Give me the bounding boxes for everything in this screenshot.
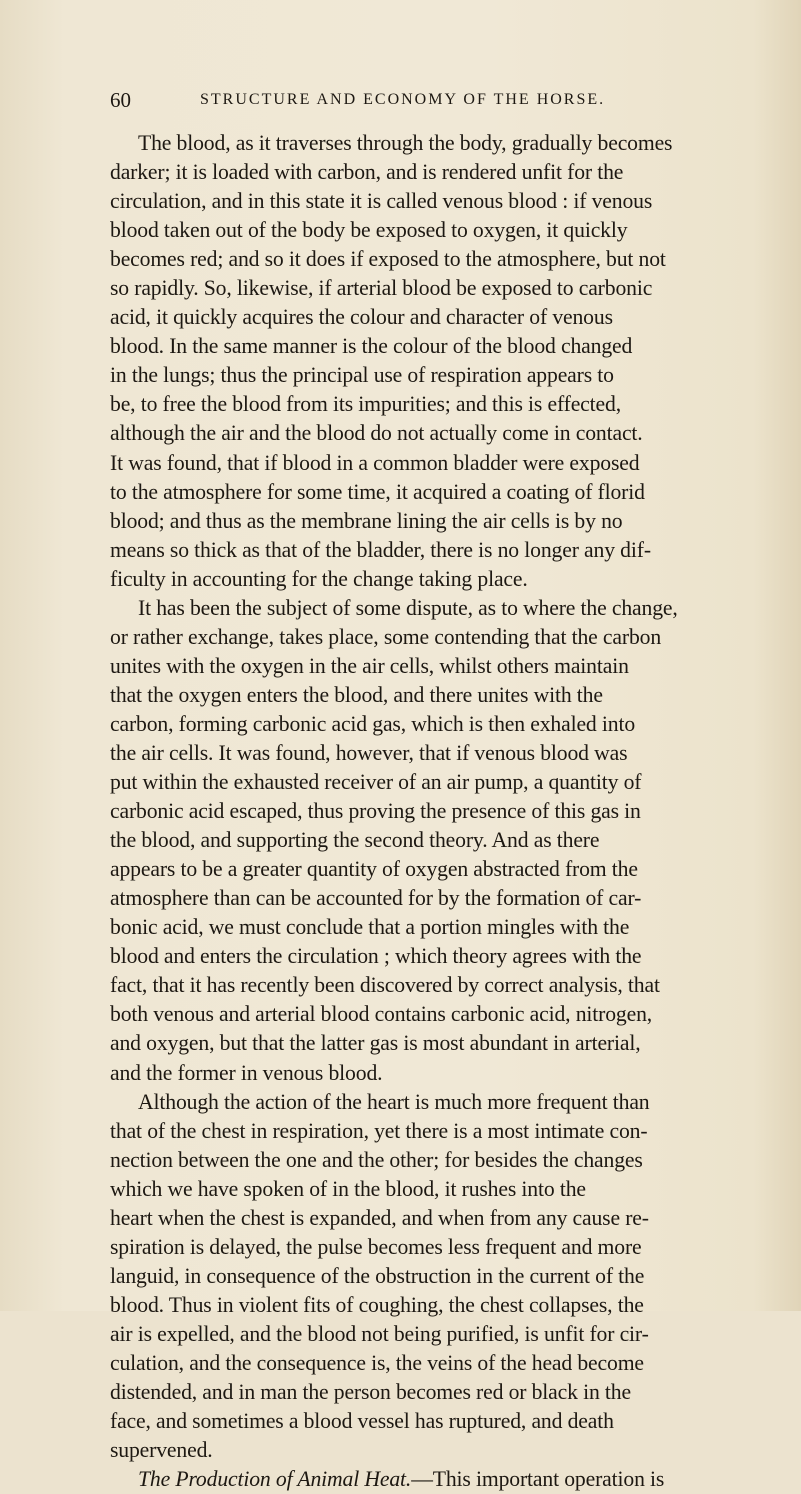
body-text	[110, 129, 702, 1494]
text-line: although the air and the blood do not actually come in contact.	[110, 421, 643, 446]
text-line: unites with the oxygen in the air cells, whilst others maintain	[110, 653, 629, 678]
text-line: so rapidly. So, likewise, if arterial blood be exposed to carbonic	[110, 276, 653, 301]
text-line: and the former in venous blood.	[110, 1060, 383, 1085]
text-line: languid, in consequence of the obstruction in the current of the	[110, 1263, 645, 1288]
text-line: appears to be a greater quantity of oxygen abstracted from the	[110, 857, 638, 882]
text-line: becomes red; and so it does if exposed to the atmosphere, but not	[110, 247, 666, 272]
text-line: carbonic acid escaped, thus proving the presence of this gas in	[110, 799, 641, 824]
text-line: that of the chest in respiration, yet there is a most intimate con-	[110, 1118, 648, 1143]
text-line: the blood, and supporting the second theory. And as there	[110, 828, 600, 853]
text-line: be, to free the blood from its impurities; and this is effected,	[110, 392, 621, 417]
text-line: darker; it is loaded with carbon, and is rendered unfit for the	[110, 160, 624, 185]
text-line: blood; and thus as the membrane lining the air cells is by no	[110, 508, 623, 533]
text-line: heart when the chest is expanded, and when from any cause re-	[110, 1205, 649, 1230]
text-line: the air cells. It was found, however, that if venous blood was	[110, 740, 628, 765]
text-line: It was found, that if blood in a common bladder were exposed	[110, 450, 640, 475]
text-line: ficulty in accounting for the change taking place.	[110, 566, 528, 591]
text-line: to the atmosphere for some time, it acquired a coating of florid	[110, 479, 645, 504]
text-line: fact, that it has recently been discovered by correct analysis, that	[110, 973, 660, 998]
text-line: air is expelled, and the blood not being purified, is unfit for cir-	[110, 1321, 649, 1346]
text-line: both venous and arterial blood contains carbonic acid, nitrogen,	[110, 1002, 653, 1027]
text-line: acid, it quickly acquires the colour and character of venous	[110, 305, 613, 330]
text-line: blood. In the same manner is the colour of the blood changed	[110, 334, 633, 359]
em-dash: —	[411, 1467, 433, 1492]
text-line: distended, and in man the person becomes red or black in the	[110, 1380, 631, 1405]
text-line: atmosphere than can be accounted for by the formation of car-	[110, 886, 642, 911]
page-number: 60	[110, 88, 131, 112]
text-line: supervened.	[110, 1438, 213, 1463]
text-line: or rather exchange, takes place, some contending that the carbon	[110, 624, 662, 649]
text-line: in the lungs; thus the principal use of respiration appears to	[110, 363, 614, 388]
text-line: carbon, forming carbonic acid gas, which is then exhaled into	[110, 711, 636, 736]
text-line: blood taken out of the body be exposed to oxygen, it quickly	[110, 218, 628, 243]
text-line: face, and sometimes a blood vessel has ruptured, and death	[110, 1409, 614, 1434]
text-line: bonic acid, we must conclude that a portion mingles with the	[110, 915, 630, 940]
running-head: STRUCTURE AND ECONOMY OF THE HORSE.	[200, 91, 606, 108]
text-line: and oxygen, but that the latter gas is most abundant in arterial,	[110, 1031, 641, 1056]
text-line: spiration is delayed, the pulse becomes less frequent and more	[110, 1234, 642, 1259]
text-line: that the oxygen enters the blood, and there unites with the	[110, 682, 603, 707]
text-line: Although the action of the heart is much more frequent than	[138, 1089, 650, 1114]
text-line: which we have spoken of in the blood, it rushes into the	[110, 1176, 586, 1201]
text-line: blood. Thus in violent fits of coughing, the chest collapses, the	[110, 1292, 644, 1317]
text-line: nection between the one and the other; for besides the changes	[110, 1147, 643, 1172]
text-line: circulation, and in this state it is called venous blood : if venous	[110, 189, 653, 214]
text-line: put within the exhausted receiver of an air pump, a quantity of	[110, 770, 642, 795]
section-heading: The Production of Animal Heat.	[138, 1467, 412, 1492]
text-line: The blood, as it traverses through the body, gradually becomes	[138, 131, 673, 155]
text-line: culation, and the consequence is, the veins of the head become	[110, 1350, 644, 1375]
text-line: It has been the subject of some dispute, as to where the change,	[138, 595, 678, 620]
section-line	[110, 1465, 702, 1494]
section-text: This important operation is	[432, 1467, 665, 1492]
text-line: means so thick as that of the bladder, there is no longer any dif-	[110, 537, 651, 562]
page-header	[110, 88, 730, 116]
text-line: blood and enters the circulation ; which theory agrees with the	[110, 944, 642, 969]
